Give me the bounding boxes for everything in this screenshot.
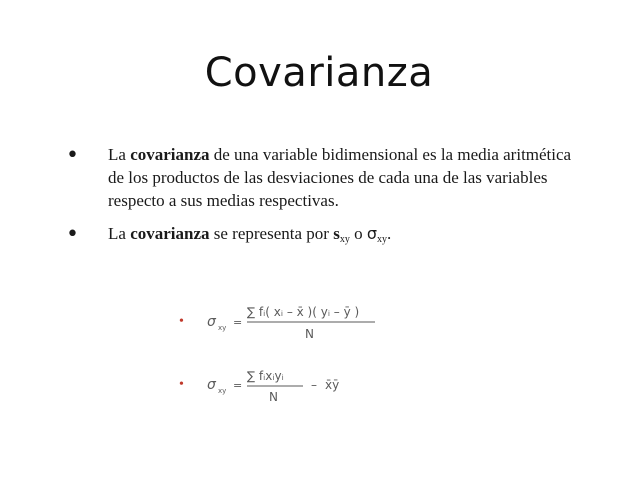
bullet-1-keyword: covarianza (130, 145, 210, 164)
symbol-s: s (333, 224, 340, 243)
formula-2-equals: = (233, 379, 243, 392)
formula-1-bullet: • (179, 314, 184, 329)
symbol-sigma-subscript: xy (376, 234, 387, 245)
symbol-s-subscript: xy (339, 234, 350, 245)
formula-2-tail: x̄ȳ (325, 378, 340, 392)
bullet-1-intro: La (108, 145, 131, 164)
bullet-1-text: de una variable bidimensional es la media aritmética de los productos de las desviaciones de cada una de las variables respecto a sus medias respectivas. (108, 145, 572, 210)
formula-1-sigma: σ (207, 314, 216, 330)
bullet-2-intro: La (108, 224, 131, 243)
bullet-dot-icon: • (66, 143, 79, 168)
formula-1-numerator: ∑ fᵢ( xᵢ – x̄ )( yᵢ – ȳ ) (247, 305, 360, 319)
formula-2-subscript: xy (218, 387, 227, 395)
slide-title: Covarianza (204, 50, 434, 96)
bullet-2-keyword: covarianza (130, 224, 210, 243)
bullet-list (66, 143, 586, 261)
bullet-definition (66, 143, 586, 212)
symbol-sigma: σ (366, 224, 377, 243)
formula-2-minus: – (311, 378, 317, 392)
formula-svg (175, 290, 395, 410)
bullet-dot-icon: • (66, 222, 79, 247)
formula-1-equals: = (233, 316, 243, 329)
formula-2-numerator: ∑ fᵢxᵢyᵢ (247, 369, 284, 383)
formula-1-denominator: N (305, 327, 314, 341)
bullet-2-connector: o (349, 224, 367, 243)
bullet-2-text: se representa por (209, 224, 334, 243)
formula-2-sigma: σ (207, 377, 216, 393)
bullet-2-end: . (386, 224, 392, 243)
formula-2-bullet: • (179, 377, 184, 392)
formula-1-subscript: xy (218, 324, 227, 332)
formula-2-denominator: N (269, 390, 278, 404)
formula-image (175, 290, 395, 410)
bullet-notation (66, 222, 586, 251)
